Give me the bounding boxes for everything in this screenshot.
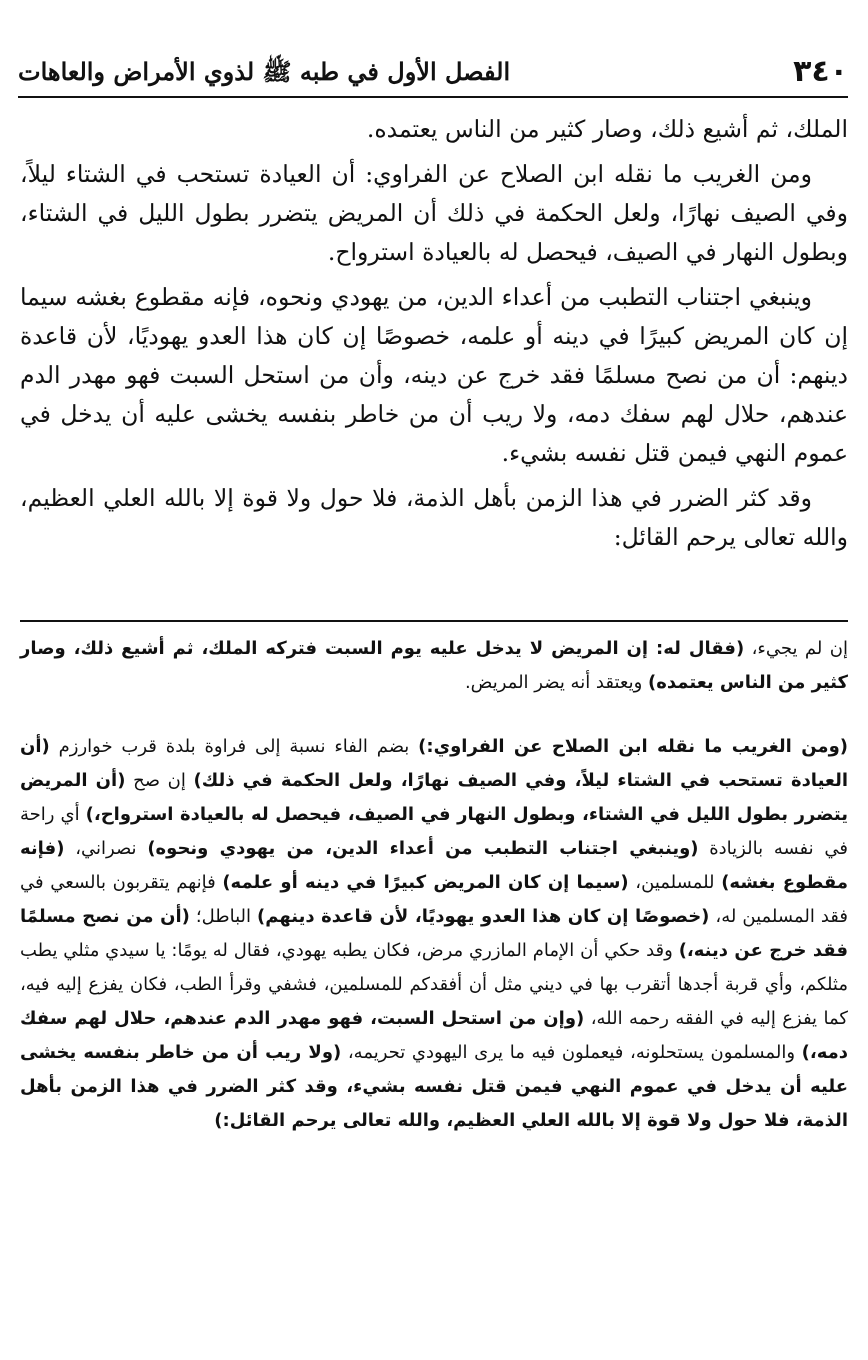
quoted-text: (وإن من استحل السبت، فهو مهدر الدم عندهم، حلال لهم سفك دمه،) [20, 1008, 848, 1063]
commentary-text: الباطل؛ [189, 906, 257, 927]
quoted-text: (أن من نصح مسلمًا فقد خرج عن دينه،) [20, 906, 848, 961]
page-number: ٣٤٠ [793, 54, 848, 89]
main-paragraph: وينبغي اجتناب التطبب من أعداء الدين، من يهودي ونحوه، فإنه مقطوع بغشه سيما إن كان المريض كبيرًا في دينه أو علمه، خصوصًا إن كان هذا العدو يهوديًا، لأن قاعدة دينهم: أن من نصح مسلمًا فقد خرج عن دينه، وأن من استحل السبت فهو مهدر الدم عندهم، حلال لهم سفك دمه، ولا ريب أن من خاطر بنفسه يخشى عليه أن يدخل في عموم النهي فيمن قتل نفسه بشيء. [20, 283, 848, 467]
commentary-text: إن صح [125, 770, 194, 791]
quoted-text: (أن العيادة تستحب في الشتاء ليلاً، وفي الصيف نهارًا، ولعل الحكمة في ذلك) [20, 736, 849, 791]
page-header [18, 52, 848, 98]
commentary-paragraph [20, 632, 848, 700]
section-divider [20, 620, 848, 622]
main-paragraph: الملك، ثم أشيع ذلك، وصار كثير من الناس يعتمده. [366, 115, 848, 143]
commentary-text: وقد حكي أن الإمام المازري مرض، فكان يطبه يهودي، فقال له يومًا: يا سيدي مثلي يطب مثلكم، وأي قربة أجدها أتقرب بها في ديني مثل أن أفقدكم للمسلمين، فشفي وقرأ الطب، فكان يفزع إليه فيه، كما يفزع إليه في الفقه رحمه الله، [20, 940, 848, 1029]
commentary-text: والمسلمون يستحلونه، فيعملون فيه ما يرى اليهودي تحريمه، [341, 1042, 802, 1063]
main-paragraph: وقد كثر الضرر في هذا الزمن بأهل الذمة، فلا حول ولا قوة إلا بالله العلي العظيم، والله تعالى يرحم القائل: [20, 484, 848, 551]
quoted-text: (خصوصًا إن كان هذا العدو يهوديًا، لأن قاعدة دينهم) [257, 906, 710, 927]
quoted-text: (فقال له: إن المريض لا يدخل عليه يوم السبت فتركه الملك، ثم أشيع ذلك، وصار كثير من الناس يعتمده) [20, 638, 848, 693]
commentary-text: بضم الفاء نسبة إلى فراوة بلدة قرب خوارزم [49, 736, 419, 757]
commentary-paragraph [20, 730, 848, 1138]
commentary-text: للمسلمين، [628, 872, 722, 893]
commentary-text: أي راحة في نفسه بالزيادة [20, 804, 849, 859]
main-paragraph: ومن الغريب ما نقله ابن الصلاح عن الفراوي: أن العيادة تستحب في الشتاء ليلاً، وفي الصيف نهارًا، ولعل الحكمة في ذلك أن المريض يتضرر بطول الليل في الشتاء، وبطول النهار في الصيف، فيحصل له بالعيادة استرواح. [20, 160, 848, 266]
quoted-text: (سيما إن كان المريض كبيرًا في دينه أو علمه) [222, 872, 629, 893]
running-title: الفصل الأول في طبه ﷺ لذوي الأمراض والعاهات [18, 57, 511, 86]
quoted-text: (أن المريض يتضرر بطول الليل في الشتاء، وبطول النهار في الصيف، فيحصل له بالعيادة استرواح،) [20, 770, 848, 825]
quoted-text: (فإنه مقطوع بغشه) [20, 838, 848, 893]
quoted-text: (وينبغي اجتناب التطبب من أعداء الدين، من يهودي ونحوه) [147, 838, 699, 859]
commentary-text: نصراني، [64, 838, 148, 859]
commentary-text: ويعتقد أنه يضر المريض. [464, 672, 649, 693]
main-text [20, 110, 848, 563]
commentary-text: فإنهم يتقربون بالسعي في فقد المسلمين له، [20, 872, 848, 927]
quoted-text: (ومن الغريب ما نقله ابن الصلاح عن الفراوي:) [418, 736, 848, 757]
commentary [20, 632, 848, 1138]
quoted-text: (ولا ريب أن من خاطر بنفسه يخشى عليه أن يدخل في عموم النهي فيمن قتل نفسه بشيء، وقد كثر الضرر في هذا الزمن بأهل الذمة، فلا حول ولا قوة إلا بالله العلي العظيم، والله تعالى يرحم القائل:) [20, 1042, 848, 1131]
commentary-text: إن لم يجيء، [744, 638, 848, 659]
